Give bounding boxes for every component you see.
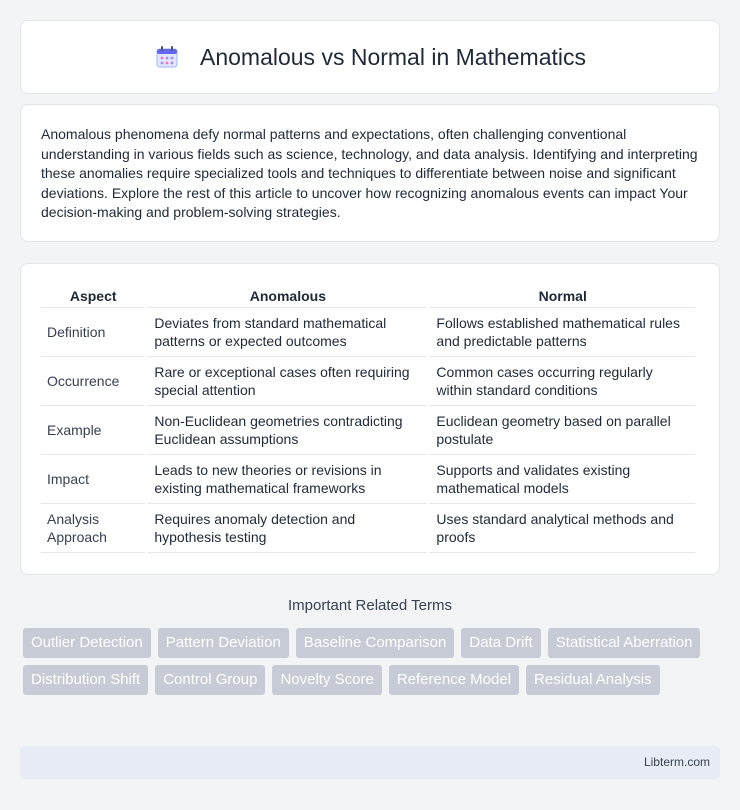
cell-anomalous: Non-Euclidean geometries contradicting Euclidean assumptions [148,406,427,455]
table-row [41,455,695,504]
cell-aspect: Analysis Approach [41,504,145,553]
term-tag[interactable]: Novelty Score [272,665,381,695]
title-card [20,20,720,94]
table-row [41,308,695,357]
cell-anomalous: Deviates from standard mathematical patterns or expected outcomes [148,308,427,357]
cell-normal: Uses standard analytical methods and proofs [430,504,695,553]
page-title: Anomalous vs Normal in Mathematics [199,43,587,70]
related-terms-list [23,628,723,702]
term-tag[interactable]: Distribution Shift [23,665,148,695]
term-tag[interactable]: Reference Model [389,665,519,695]
cell-anomalous: Leads to new theories or revisions in existing mathematical frameworks [148,455,427,504]
cell-anomalous: Rare or exceptional cases often requiring special attention [148,357,427,406]
term-tag[interactable]: Statistical Aberration [548,628,701,658]
cell-anomalous: Requires anomaly detection and hypothesis testing [148,504,427,553]
cell-normal: Supports and validates existing mathematical models [430,455,695,504]
footer-site-link[interactable]: Libterm.com [643,755,710,769]
footer [20,746,720,779]
cell-aspect: Example [41,406,145,455]
cell-aspect: Impact [41,455,145,504]
comparison-table [38,284,698,553]
cell-normal: Euclidean geometry based on parallel postulate [430,406,695,455]
table-header-row [41,284,695,308]
term-tag[interactable]: Data Drift [461,628,540,658]
term-tag[interactable]: Residual Analysis [526,665,660,695]
comparison-card [20,263,720,575]
table-row [41,504,695,553]
cell-aspect: Occurrence [41,357,145,406]
term-tag[interactable]: Outlier Detection [23,628,151,658]
term-tag[interactable]: Control Group [155,665,265,695]
cell-normal: Follows established mathematical rules and predictable patterns [430,308,695,357]
header-aspect: Aspect [41,284,145,308]
header-anomalous: Anomalous [148,284,427,308]
intro-text: Anomalous phenomena defy normal patterns and expectations, often challenging conventional understanding in various fields such as science, technology, and data analysis. Identifying and interpreting these anomalies require specialized tools and techniques to differentiate between noise and significant deviations. Explore the rest of this article to uncover how recognizing anomalous events can impact Your decision-making and problem-solving strategies. [41,126,698,221]
table-row [41,406,695,455]
calendar-icon [154,44,180,70]
intro-card [20,104,720,242]
related-terms-heading: Important Related Terms [288,597,452,614]
table-row [41,357,695,406]
cell-normal: Common cases occurring regularly within standard conditions [430,357,695,406]
term-tag[interactable]: Baseline Comparison [296,628,455,658]
cell-aspect: Definition [41,308,145,357]
header-normal: Normal [430,284,695,308]
term-tag[interactable]: Pattern Deviation [158,628,289,658]
